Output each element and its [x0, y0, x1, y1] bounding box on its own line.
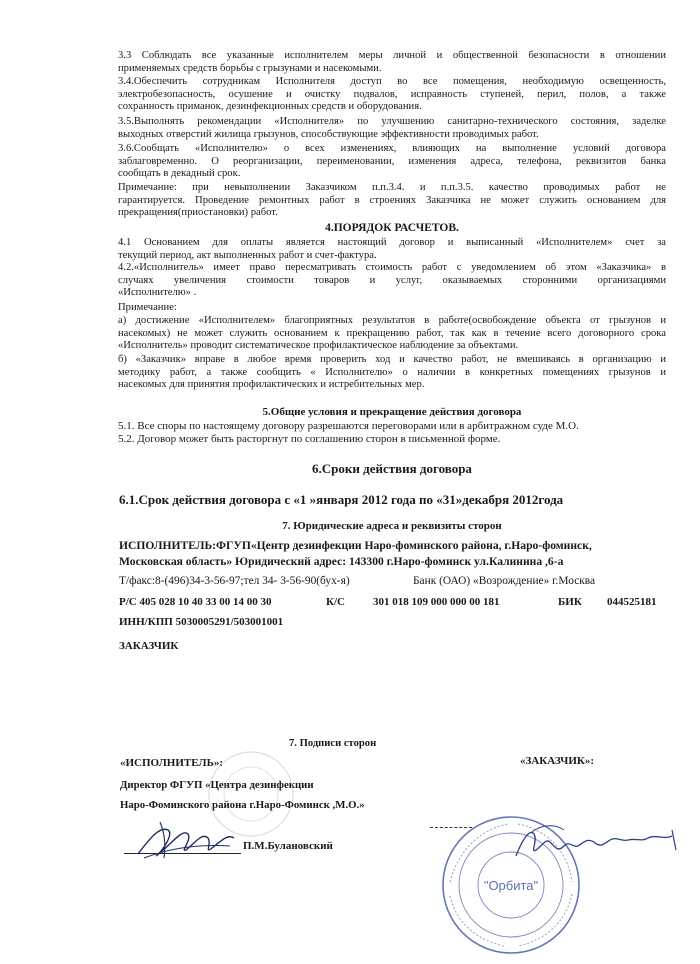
- clause-line: заблаговременно. О реорганизации, переименовании, изменения адреса, телефона, реквизитов банка: [118, 155, 666, 167]
- clause-4-2: [118, 262, 666, 300]
- director-line-2: Наро-Фоминского района г.Наро-Фоминск ,М.О.»: [120, 799, 365, 811]
- clause-line: текущий период, акт выполненных работ и счет-фактура.: [118, 249, 377, 261]
- note-item-a: [118, 315, 666, 353]
- clause-line: 4.1 Основанием для оплаты является настоящий договор и выписанный «Исполнителем» счет за: [118, 237, 666, 248]
- clause-line: 3.6.Сообщать «Исполнителю» о всех изменениях, влияющих на выполнение условий договора: [118, 143, 666, 154]
- section-3-note: [118, 182, 666, 220]
- clause-5-2: 5.2. Договор может быть расторгнут по соглашению сторон в письменной форме.: [118, 433, 501, 445]
- settlement-account: Р/С 405 028 10 40 33 00 14 00 30: [119, 596, 272, 608]
- phone-fax: Т/факс:8-(496)34-3-56-97;тел 34- 3-56-90(бух-я): [119, 575, 350, 587]
- executor-line-2: Московская область» Юридический адрес: 143300 г.Наро-фоминск ул.Калинина ,6-а: [119, 555, 564, 568]
- clause-line: «Исполнителю» .: [118, 287, 197, 299]
- signatures-heading: 7. Подписи сторон: [289, 738, 377, 749]
- clause-line: б) «Заказчик» вправе в любое время проверить ход и качество работ, не вмешиваясь в организацию и: [118, 354, 666, 365]
- clause-line: насекомых для принятия профилактических и истребительных мер.: [118, 379, 425, 391]
- clause-line: 4.2.«Исполнитель» имеет право пересматривать стоимость работ с уведомлением об этом «Заказчика» в: [118, 262, 666, 273]
- correspondent-account: 301 018 109 000 000 00 181: [373, 596, 500, 608]
- note-label: [118, 302, 666, 315]
- section-7-heading: 7. Юридические адреса и реквизиты сторон: [282, 520, 502, 532]
- clause-line: Примечание: при невыполнении Заказчиком п.п.3.4. и п.п.3.5. качество проводимых работ не: [118, 182, 666, 193]
- clause-line: сохранность приманок, дезинфекционных средств и оборудования.: [118, 101, 422, 113]
- clause-4-1: [118, 237, 666, 262]
- clause-line: 3.4.Обеспечить сотрудникам Исполнителя доступ во все помещения, необходимую освещенность,: [118, 76, 666, 87]
- clause-line: насекомых) не может служить основанием к прекращению работ, так как в течение всего договорного срока: [118, 327, 666, 339]
- executor-stamp: [205, 748, 297, 840]
- clause-3-3: [118, 50, 666, 75]
- clause-line: гарантируется. Проведение ремонтных работ в строениях Заказчика не может служить основанием для: [118, 194, 666, 206]
- director-line-1: Директор ФГУП «Центра дезинфекции: [120, 779, 314, 791]
- clause-line: а) достижение «Исполнителем» благоприятных результатов в работе(освобождение объекта от грызунов и: [118, 315, 666, 326]
- section-5-heading: 5.Общие условия и прекращение действия договора: [262, 406, 522, 418]
- clause-line: сообщать в декадный срок.: [118, 168, 241, 180]
- bik-label: БИК: [558, 596, 582, 608]
- section-4-heading: 4.ПОРЯДОК РАСЧЕТОВ.: [325, 222, 459, 234]
- clause-line: применяемых средств борьбы с грызунами и насекомыми.: [118, 62, 382, 74]
- bik-value: 044525181: [607, 596, 657, 608]
- clause-3-6: [118, 143, 666, 181]
- clause-line: Примечание:: [118, 302, 177, 313]
- clause-3-4: [118, 76, 666, 114]
- customer-handwritten-signature: [512, 820, 692, 870]
- inn-kpp: ИНН/КПП 5030005291/503001001: [119, 616, 284, 628]
- clause-line: 3.3 Соблюдать все указанные исполнителем меры личной и общественной безопасности в отношении: [118, 50, 666, 61]
- stamp-center-text: "Орбита": [483, 878, 539, 893]
- bank-name: Банк (ОАО) «Возрождение» г.Москва: [413, 575, 596, 587]
- clause-line: методику работ, а также сообщить « Исполнителю» о наличии в конкретных помещениях грызунов и: [118, 366, 666, 378]
- customer-signature-label: «ЗАКАЗЧИК»:: [520, 755, 595, 767]
- clause-line: случаях увеличения стоимости товаров и услуг, оказываемых сторонними организациями: [118, 274, 666, 286]
- section-6-heading: 6.Сроки действия договора: [312, 461, 472, 476]
- executor-signature-label: «ИСПОЛНИТЕЛЬ»:: [120, 757, 224, 769]
- clause-line: 3.5.Выполнять рекомендации «Исполнителя» по улучшению санитарно-технического состояния, заделке: [118, 116, 666, 127]
- executor-line-1: ИСПОЛНИТЕЛЬ:ФГУП«Центр дезинфекции Наро-фоминского района, г.Наро-фоминск,: [119, 539, 592, 552]
- director-name: П.М.Булановский: [243, 840, 333, 852]
- clause-3-5: [118, 116, 666, 141]
- clause-line: выходных отверстий жилища грызунов, способствующие эффективности проводимых работ.: [118, 128, 539, 140]
- clause-line: электробезопасность, осушение и очистку подвалов, исправность ступеней, перил, полов, а также: [118, 88, 666, 100]
- clause-6-1: 6.1.Срок действия договора с «1 »января 2012 года по «31»декабря 2012года: [119, 492, 564, 507]
- clause-line: прекращения(приостановки) работ.: [118, 207, 278, 219]
- note-item-b: [118, 354, 666, 392]
- ks-label: К/С: [326, 596, 345, 608]
- clause-line: «Исполнитель» проводит систематическое профилактическое наблюдение за объектами.: [118, 340, 519, 352]
- customer-label: ЗАКАЗЧИК: [119, 640, 179, 652]
- clause-5-1: 5.1. Все споры по настоящему договору разрешаются переговорами или в арбитражном суде М.О.: [118, 420, 579, 432]
